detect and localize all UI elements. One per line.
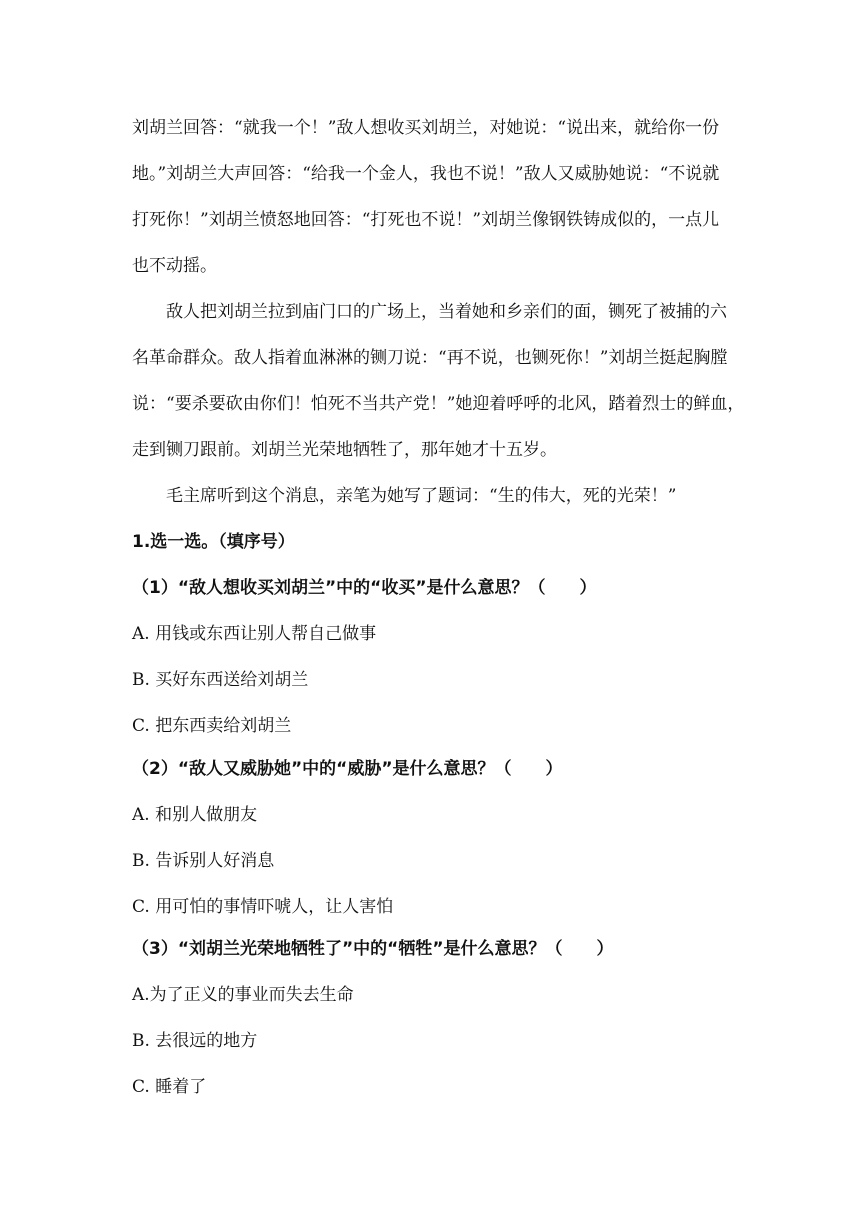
option-b[interactable]: B. 去很远的地方 bbox=[132, 1031, 258, 1051]
exercise-title: 1.选一选。（填序号） bbox=[132, 532, 295, 552]
passage-line: 说：“要杀要砍由你们！怕死不当共产党！”她迎着呼呼的北风，踏着烈士的鲜血， bbox=[132, 394, 745, 414]
passage-line: 敌人把刘胡兰拉到庙门口的广场上，当着她和乡亲们的面，铡死了被捕的六 bbox=[166, 302, 727, 322]
question-prompt: （3）“刘胡兰光荣地牺牲了”中的“牺牲”是什么意思？（ ） bbox=[132, 939, 614, 959]
option-a[interactable]: A. 和别人做朋友 bbox=[132, 805, 258, 825]
passage-line: 走到铡刀跟前。刘胡兰光荣地牺牲了，那年她才十五岁。 bbox=[132, 440, 557, 460]
passage-line: 打死你！”刘胡兰愤怒地回答：“打死也不说！”刘胡兰像钢铁铸成似的，一点儿 bbox=[132, 210, 720, 230]
option-c[interactable]: C. 把东西卖给刘胡兰 bbox=[132, 716, 292, 736]
passage-line: 也不动摇。 bbox=[132, 256, 217, 276]
passage-line: 名革命群众。敌人指着血淋淋的铡刀说：“再不说，也铡死你！”刘胡兰挺起胸膛 bbox=[132, 348, 728, 368]
option-a[interactable]: A. 用钱或东西让别人帮自己做事 bbox=[132, 624, 377, 644]
passage-line: 刘胡兰回答：“就我一个！”敌人想收买刘胡兰，对她说：“说出来，就给你一份 bbox=[132, 118, 720, 138]
question-prompt: （2）“敌人又威胁她”中的“威胁”是什么意思？（ ） bbox=[132, 759, 563, 779]
option-c[interactable]: C. 睡着了 bbox=[132, 1077, 207, 1097]
passage-line: 地。”刘胡兰大声回答：“给我一个金人，我也不说！”敌人又威胁她说：“不说就 bbox=[132, 164, 720, 184]
option-a[interactable]: A.为了正义的事业而失去生命 bbox=[132, 985, 354, 1005]
passage-line: 毛主席听到这个消息，亲笔为她写了题词：“生的伟大，死的光荣！” bbox=[166, 486, 677, 506]
option-b[interactable]: B. 买好东西送给刘胡兰 bbox=[132, 670, 309, 690]
option-b[interactable]: B. 告诉别人好消息 bbox=[132, 851, 275, 871]
option-c[interactable]: C. 用可怕的事情吓唬人，让人害怕 bbox=[132, 897, 394, 917]
question-prompt: （1）“敌人想收买刘胡兰”中的“收买”是什么意思？（ ） bbox=[132, 578, 597, 598]
